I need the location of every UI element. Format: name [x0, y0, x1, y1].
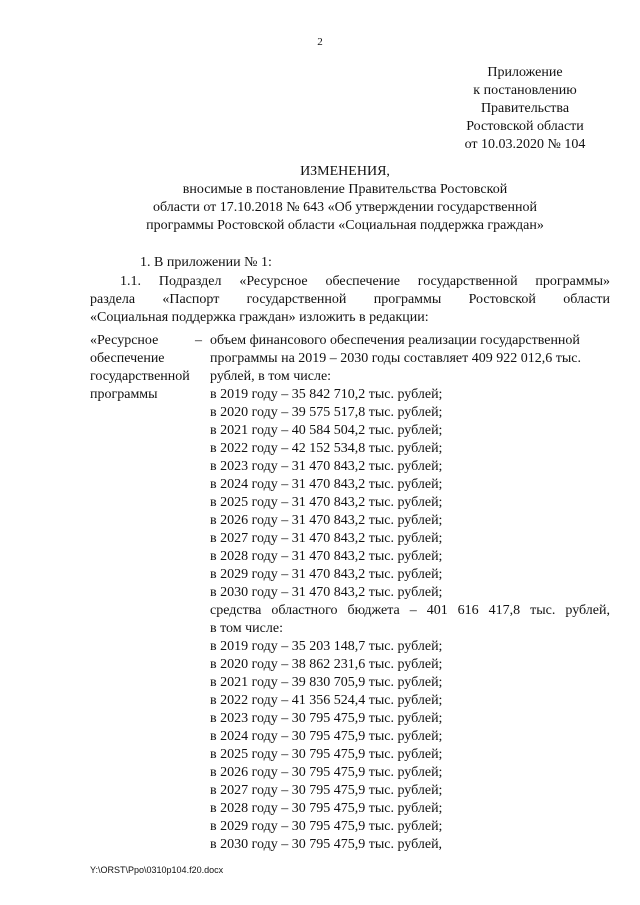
regional-year-line: в 2019 году – 35 203 148,7 тыс. рублей;: [210, 639, 443, 654]
resource-label-row: [90, 332, 202, 350]
regional-year-line: в 2029 году – 30 795 475,9 тыс. рублей;: [210, 819, 443, 834]
resource-label-line: программы: [90, 387, 158, 402]
regional-year-line: в 2026 году – 30 795 475,9 тыс. рублей;: [210, 765, 443, 780]
funding-intro-line: рублей, в том числе:: [210, 369, 332, 384]
funding-intro-line: объем финансового обеспечения реализации государственной: [210, 333, 580, 348]
resource-label-row: [90, 368, 202, 386]
file-path-footer: Y:\ORST\Ppo\0310p104.f20.docx: [90, 865, 224, 875]
total-year-line: в 2028 году – 31 470 843,2 тыс. рублей;: [210, 549, 443, 564]
appendix-line: к постановлению: [473, 83, 577, 98]
resource-value-column: [210, 332, 610, 854]
regional-year-line: в 2021 году – 39 830 705,9 тыс. рублей;: [210, 675, 443, 690]
total-year-line: в 2020 году – 39 575 517,8 тыс. рублей;: [210, 405, 443, 420]
resource-label-row: [90, 350, 202, 368]
total-year-line: в 2029 году – 31 470 843,2 тыс. рублей;: [210, 567, 443, 582]
regional-budget-line: в том числе:: [210, 621, 283, 636]
document-heading: [80, 163, 610, 235]
resource-label-row: [90, 386, 202, 404]
total-year-line: в 2023 году – 31 470 843,2 тыс. рублей;: [210, 459, 443, 474]
page-number: 2: [317, 36, 323, 48]
heading-line: вносимые в постановление Правительства Ростовской: [182, 182, 508, 197]
resource-label-line: государственной: [90, 369, 190, 384]
regional-year-line: в 2023 году – 30 795 475,9 тыс. рублей;: [210, 711, 443, 726]
total-year-line: в 2030 году – 31 470 843,2 тыс. рублей;: [210, 585, 443, 600]
item-1-1: [90, 273, 610, 327]
appendix-line: Ростовской области: [466, 119, 584, 134]
total-year-line: в 2021 году – 40 584 504,2 тыс. рублей;: [210, 423, 443, 438]
regional-year-line: в 2020 году – 38 862 231,6 тыс. рублей;: [210, 657, 443, 672]
item-1: 1. В приложении № 1:: [140, 255, 272, 270]
item-1-1-line: раздела «Паспорт государственной программы Ростовской области: [90, 292, 610, 307]
resource-label-line: обеспечение: [90, 351, 165, 366]
regional-year-line: в 2030 году – 30 795 475,9 тыс. рублей,: [210, 837, 443, 852]
total-year-line: в 2024 году – 31 470 843,2 тыс. рублей;: [210, 477, 443, 492]
total-year-line: в 2022 году – 42 152 534,8 тыс. рублей;: [210, 441, 443, 456]
total-year-line: в 2019 году – 35 842 710,2 тыс. рублей;: [210, 387, 443, 402]
total-year-line: в 2026 году – 31 470 843,2 тыс. рублей;: [210, 513, 443, 528]
appendix-line: от 10.03.2020 № 104: [464, 137, 586, 152]
regional-year-line: в 2027 году – 30 795 475,9 тыс. рублей;: [210, 783, 443, 798]
resource-label-column: [90, 332, 202, 404]
document-title: ИЗМЕНЕНИЯ,: [300, 164, 390, 179]
funding-intro-line: программы на 2019 – 2030 годы составляет 409 922 012,6 тыс.: [210, 351, 581, 366]
resource-label-line: «Ресурсное: [90, 333, 159, 348]
regional-year-line: в 2028 году – 30 795 475,9 тыс. рублей;: [210, 801, 443, 816]
appendix-line: Приложение: [487, 65, 563, 80]
appendix-line: Правительства: [480, 101, 570, 116]
dash-separator: –: [195, 333, 202, 348]
heading-line: программы Ростовской области «Социальная поддержка граждан»: [146, 218, 544, 233]
regional-year-line: в 2025 году – 30 795 475,9 тыс. рублей;: [210, 747, 443, 762]
appendix-block: [445, 64, 605, 154]
item-1-1-line: 1.1. Подраздел «Ресурсное обеспечение государственной программы»: [120, 274, 610, 289]
regional-year-line: в 2024 году – 30 795 475,9 тыс. рублей;: [210, 729, 443, 744]
total-year-line: в 2025 году – 31 470 843,2 тыс. рублей;: [210, 495, 443, 510]
heading-line: области от 17.10.2018 № 643 «Об утверждении государственной: [153, 200, 537, 215]
item-1-1-line: «Социальная поддержка граждан» изложить в редакции:: [90, 310, 429, 325]
regional-year-line: в 2022 году – 41 356 524,4 тыс. рублей;: [210, 693, 443, 708]
regional-budget-line: средства областного бюджета – 401 616 417,8 тыс. рублей,: [210, 603, 610, 618]
total-year-line: в 2027 году – 31 470 843,2 тыс. рублей;: [210, 531, 443, 546]
